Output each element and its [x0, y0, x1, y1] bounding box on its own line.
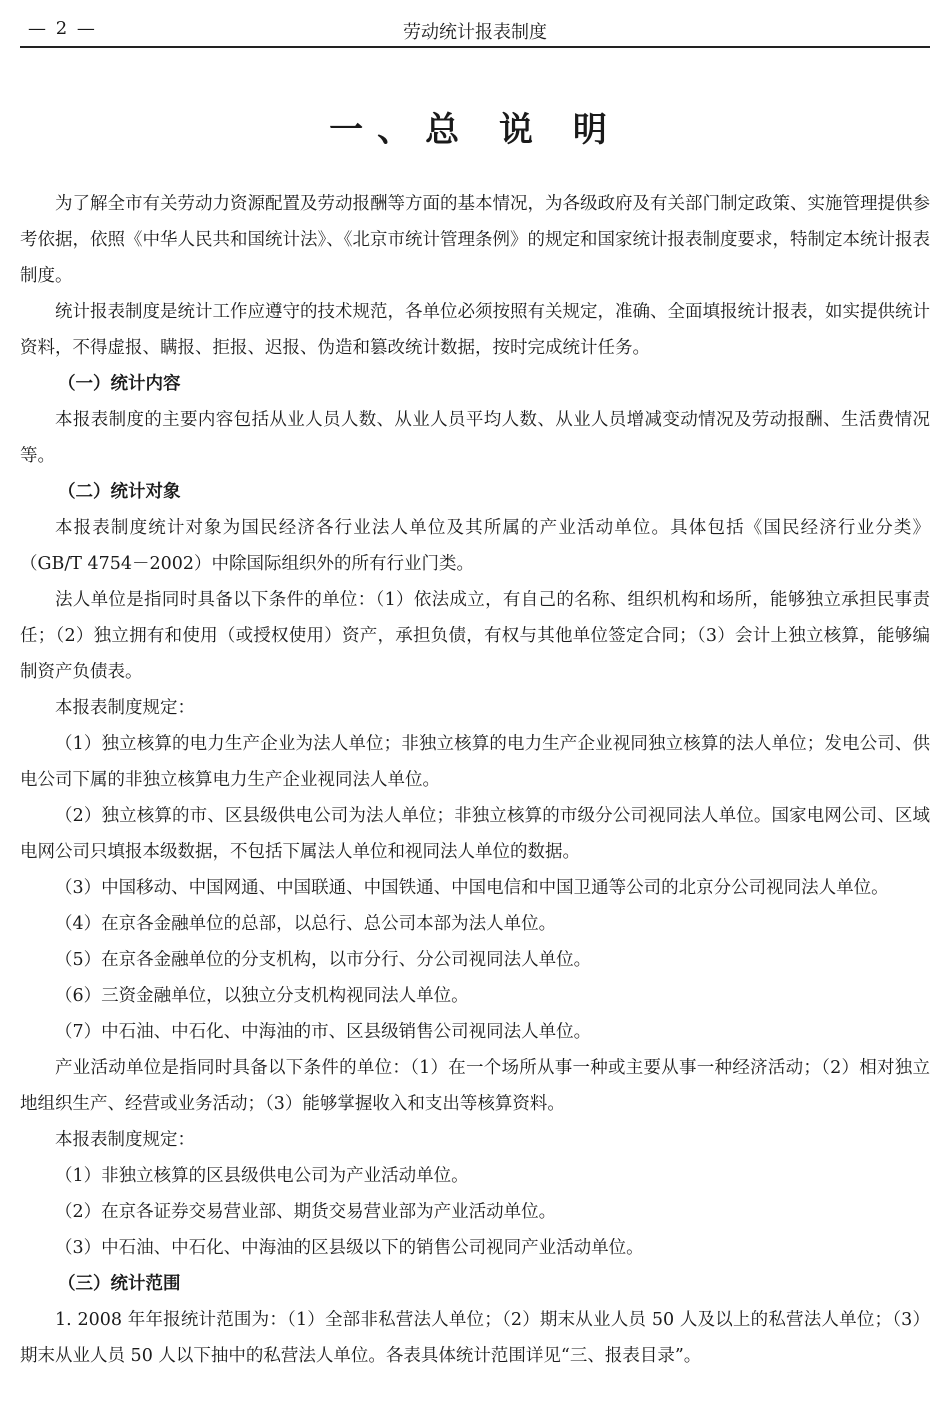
list-item: （3）中石油、中石化、中海油的区县级以下的销售公司视同产业活动单位。: [55, 1238, 644, 1258]
paragraph: 法人单位是指同时具备以下条件的单位：（1）依法成立，有自己的名称、组织机构和场所，能够独立承担民事责任；（2）独立拥有和使用（或授权使用）资产，承担负债，有权与其他单位签定合同；（3）会计上独立核算，能够编制资产负债表。: [20, 590, 930, 682]
paragraph: 本报表制度的主要内容包括从业人员人数、从业人员平均人数、从业人员增减变动情况及劳动报酬、生活费情况等。: [20, 410, 930, 466]
list-item: （3）中国移动、中国网通、中国联通、中国铁通、中国电信和中国卫通等公司的北京分公司视同法人单位。: [55, 878, 889, 898]
paragraph: 为了解全市有关劳动力资源配置及劳动报酬等方面的基本情况，为各级政府及有关部门制定政策、实施管理提供参考依据，依照《中华人民共和国统计法》、《北京市统计管理条例》的规定和国家统计报表制度要求，特制定本统计报表制度。: [20, 194, 930, 286]
list-item: （7）中石油、中石化、中海油的市、区县级销售公司视同法人单位。: [55, 1022, 592, 1042]
list-item: （4）在京各金融单位的总部，以总行、总公司本部为法人单位。: [55, 914, 557, 934]
paragraph: 本报表制度规定：: [55, 1130, 195, 1150]
subsection-heading-content: （一）统计内容: [58, 374, 181, 394]
list-item: （1）非独立核算的区县级供电公司为产业活动单位。: [55, 1166, 469, 1186]
list-item: （5）在京各金融单位的分支机构，以市分行、分公司视同法人单位。: [55, 950, 592, 970]
paragraph: 本报表制度统计对象为国民经济各行业法人单位及其所属的产业活动单位。具体包括《国民经济行业分类》（GB/T 4754－2002）中除国际组织外的所有行业门类。: [20, 518, 930, 574]
list-item: （1）独立核算的电力生产企业为法人单位；非独立核算的电力生产企业视同独立核算的法人单位；发电公司、供电公司下属的非独立核算电力生产企业视同法人单位。: [20, 734, 930, 790]
page-number: — 2 —: [28, 18, 97, 39]
paragraph: 统计报表制度是统计工作应遵守的技术规范，各单位必须按照有关规定，准确、全面填报统计报表，如实提供统计资料，不得虚报、瞒报、拒报、迟报、伪造和篡改统计数据，按时完成统计任务。: [20, 302, 930, 358]
list-item: （2）独立核算的市、区县级供电公司为法人单位；非独立核算的市级分公司视同法人单位。国家电网公司、区域电网公司只填报本级数据，不包括下属法人单位和视同法人单位的数据。: [20, 806, 930, 862]
running-header-title: 劳动统计报表制度: [403, 22, 547, 43]
paragraph: 产业活动单位是指同时具备以下条件的单位：（1）在一个场所从事一种或主要从事一种经济活动；（2）相对独立地组织生产、经营或业务活动；（3）能够掌握收入和支出等核算资料。: [20, 1058, 930, 1114]
document-body: [20, 186, 930, 1374]
list-item: （2）在京各证券交易营业部、期货交易营业部为产业活动单位。: [55, 1202, 557, 1222]
list-item: （6）三资金融单位，以独立分支机构视同法人单位。: [55, 986, 469, 1006]
subsection-heading-scope: （三）统计范围: [58, 1274, 181, 1294]
section-main-heading: 一、总 说 明: [329, 110, 621, 150]
running-header: [20, 14, 930, 48]
paragraph: 本报表制度规定：: [55, 698, 195, 718]
subsection-heading-objects: （二）统计对象: [58, 482, 181, 502]
paragraph: 1. 2008 年年报统计范围为：（1）全部非私营法人单位；（2）期末从业人员 50 人及以上的私营法人单位；（3）期末从业人员 50 人以下抽中的私营法人单位。各表具体统计范围详见“三、报表目录”。: [20, 1310, 930, 1366]
